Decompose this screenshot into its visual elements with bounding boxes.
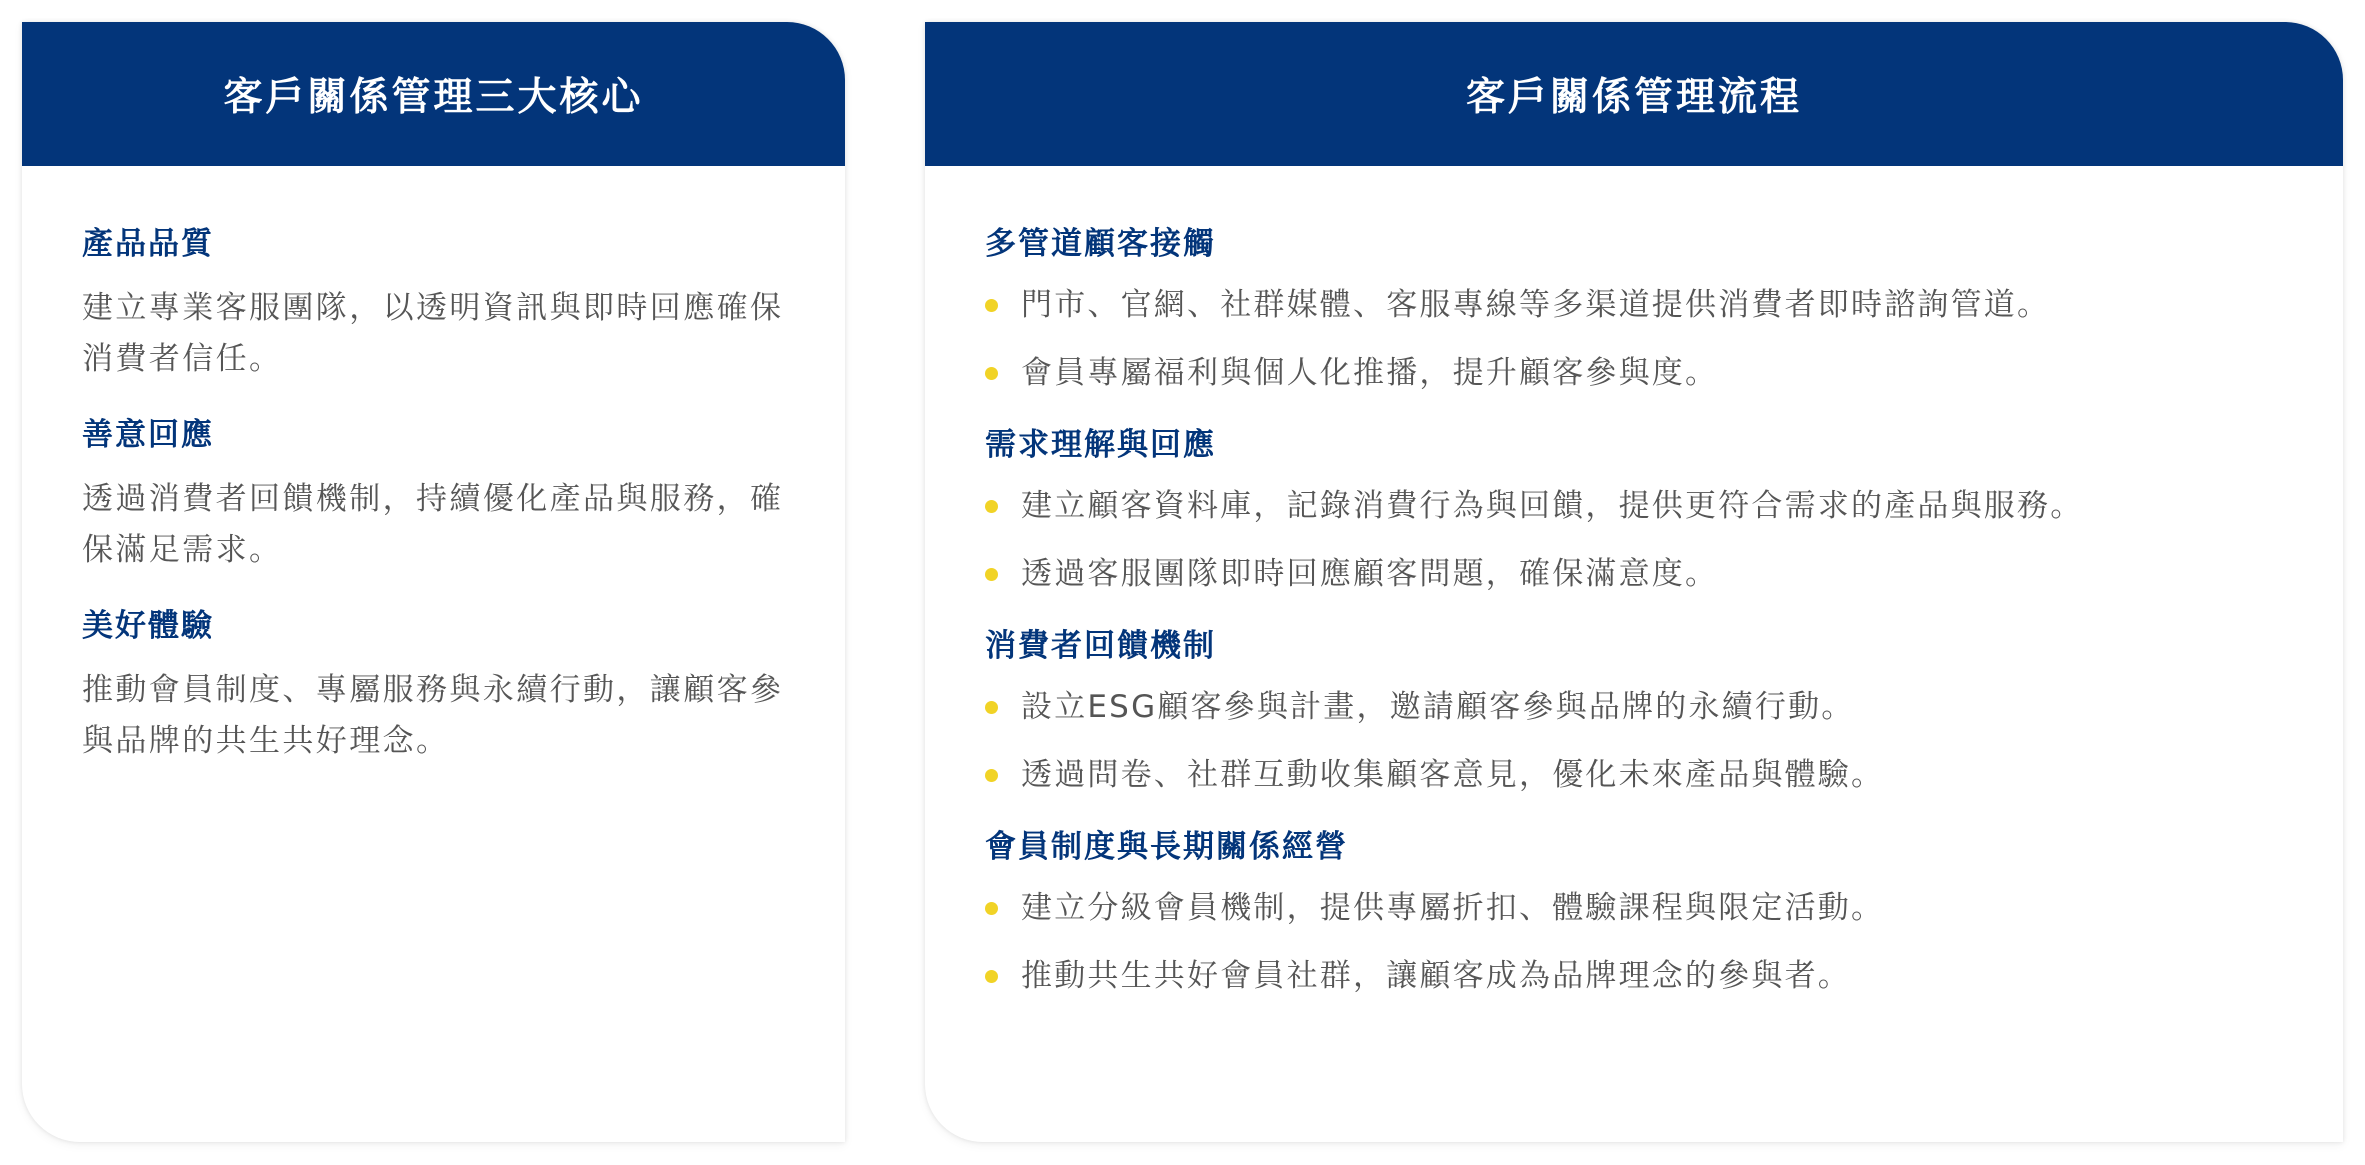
pillar-title: 善意回應	[82, 417, 214, 453]
bullet-dot-icon	[985, 568, 998, 581]
core-pillars-title: 客戶關係管理三大核心	[223, 75, 644, 120]
pillar-text: 推動會員制度、專屬服務與永續行動，讓顧客參與品牌的共生共好理念。	[82, 672, 784, 759]
process-header	[925, 22, 2343, 166]
list-item-text: 推動共生共好會員社群，讓顧客成為品牌理念的參與者。	[1021, 958, 1851, 994]
bullet-dot-icon	[985, 701, 998, 714]
list-item-text: 透過客服團隊即時回應顧客問題，確保滿意度。	[1021, 556, 1719, 592]
list-item-text: 門市、官網、社群媒體、客服專線等多渠道提供消費者即時諮詢管道。	[1021, 287, 2051, 323]
process-section-title: 消費者回饋機制	[985, 628, 1216, 664]
pillar-section	[82, 413, 785, 576]
list-item	[985, 280, 2303, 331]
bullet-dot-icon	[985, 500, 998, 513]
bullet-dot-icon	[985, 367, 998, 380]
bullet-dot-icon	[985, 902, 998, 915]
pillar-title: 產品品質	[82, 226, 214, 262]
process-section	[985, 624, 2303, 801]
process-bullet-list	[985, 682, 2303, 801]
list-item	[985, 883, 2303, 934]
process-body	[925, 166, 2343, 1002]
bullet-dot-icon	[985, 769, 998, 782]
list-item	[985, 682, 2303, 733]
process-section-title: 會員制度與長期關係經營	[985, 829, 1348, 865]
list-item-text: 透過問卷、社群互動收集顧客意見，優化未來產品與體驗。	[1021, 757, 1885, 793]
process-section	[985, 222, 2303, 399]
process-section-title: 多管道顧客接觸	[985, 226, 1216, 262]
process-bullet-list	[985, 883, 2303, 1002]
core-pillars-header	[22, 22, 845, 166]
list-item	[985, 348, 2303, 399]
core-pillars-card	[22, 22, 845, 1142]
pillar-title: 美好體驗	[82, 608, 214, 644]
process-title: 客戶關係管理流程	[1465, 75, 1802, 120]
list-item-text: 會員專屬福利與個人化推播，提升顧客參與度。	[1021, 355, 1719, 391]
list-item-text: 建立顧客資料庫，記錄消費行為與回饋，提供更符合需求的產品與服務。	[1021, 488, 2084, 524]
list-item-text: 設立ESG顧客參與計畫，邀請顧客參與品牌的永續行動。	[1021, 689, 1855, 725]
pillar-section	[82, 604, 785, 767]
bullet-dot-icon	[985, 970, 998, 983]
list-item	[985, 750, 2303, 801]
process-card	[925, 22, 2343, 1142]
pillar-text: 建立專業客服團隊，以透明資訊與即時回應確保消費者信任。	[82, 290, 784, 377]
list-item	[985, 549, 2303, 600]
core-pillars-body	[22, 166, 845, 767]
pillar-text: 透過消費者回饋機制，持續優化產品與服務，確保滿足需求。	[82, 481, 784, 568]
pillar-section	[82, 222, 785, 385]
list-item-text: 建立分級會員機制，提供專屬折扣、體驗課程與限定活動。	[1021, 890, 1885, 926]
bullet-dot-icon	[985, 299, 998, 312]
list-item	[985, 951, 2303, 1002]
list-item	[985, 481, 2303, 532]
process-section	[985, 825, 2303, 1002]
process-bullet-list	[985, 280, 2303, 399]
process-section	[985, 423, 2303, 600]
process-section-title: 需求理解與回應	[985, 427, 1216, 463]
process-bullet-list	[985, 481, 2303, 600]
